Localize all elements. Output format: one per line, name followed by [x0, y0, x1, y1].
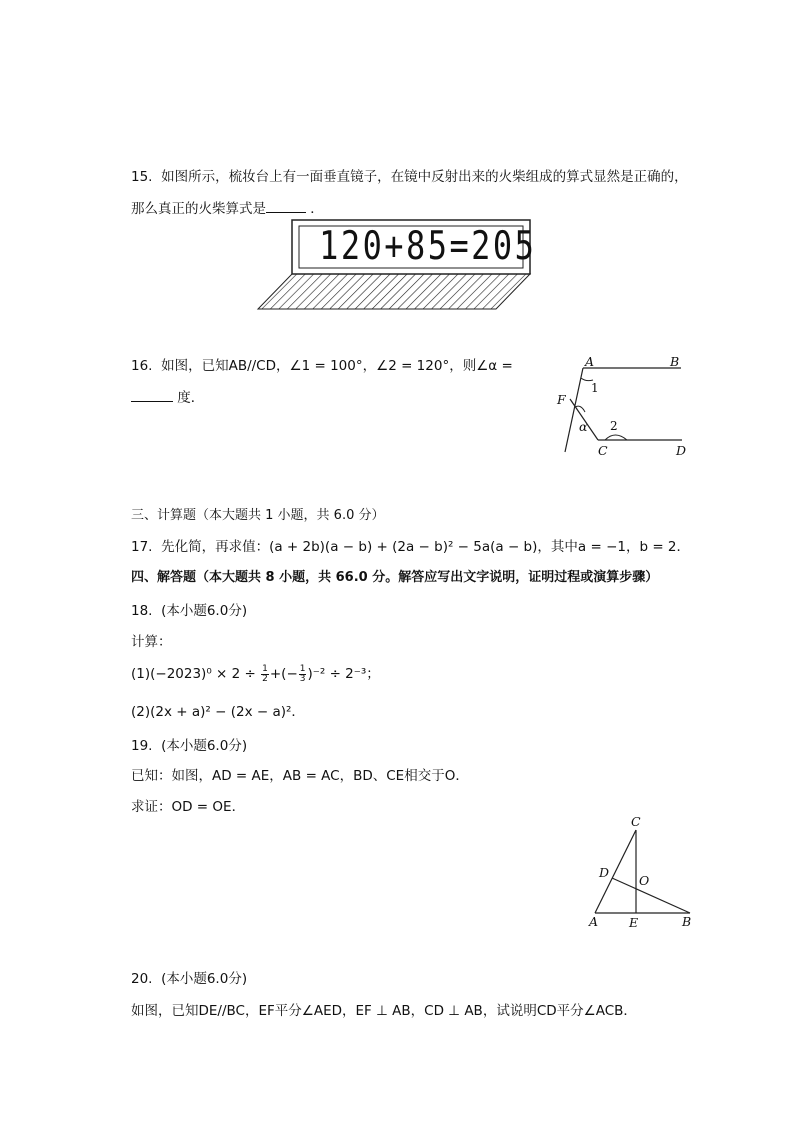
q15-line2: 那么真正的火柴算式是 ．: [131, 201, 324, 217]
q15-number: 15.: [131, 169, 153, 185]
q18-part1: (1)(−2023)⁰ × 2 ÷ $\frac{1}{2}$ +(− $\frac{1}{3}$ )⁻² ÷ 2⁻³；: [131, 663, 380, 684]
q16-figure: [555, 352, 695, 460]
label-o: O: [639, 873, 650, 888]
q18-points: (本小题6.0分): [161, 603, 248, 619]
angle2-arc: [605, 435, 627, 440]
label-angle2: 2: [610, 419, 618, 433]
q18-header: [131, 599, 247, 619]
label-d: D: [676, 443, 687, 458]
q20-header: [131, 967, 247, 987]
label-f: F: [557, 392, 566, 407]
q15-text-line2: 那么真正的火柴算式是: [131, 201, 266, 217]
q16-line2: 度．: [131, 386, 204, 406]
label-c: C: [631, 814, 641, 829]
q18-part2: (2)(2x + a)² − (2x − a)²．: [131, 704, 305, 720]
q15-text-line1: 如图所示，梳妆台上有一面垂直镜子，在镜中反射出来的火柴组成的算式显然是正确的，: [161, 169, 688, 185]
q19-number: 19.: [131, 738, 153, 754]
q16-text: 如图，已知AB//CD，∠1 = 100°，∠2 = 120°，则∠α =: [161, 358, 513, 374]
fraction-half: $\frac{1}{2}$: [262, 663, 268, 684]
q17-number: 17.: [131, 539, 153, 555]
label-b: B: [682, 914, 692, 929]
fraction-third: $\frac{1}{3}$: [299, 663, 306, 684]
label-c: C: [598, 443, 608, 458]
q16-answer-blank: [131, 389, 173, 402]
section3-heading: 三、计算题（本大题共 1 小题，共 6.0 分）: [131, 508, 385, 523]
label-d: D: [599, 865, 610, 880]
label-e: E: [629, 915, 639, 930]
label-angle1: 1: [591, 381, 599, 395]
table-hatch: [258, 274, 530, 309]
q15-answer-blank: [266, 200, 306, 213]
q19-given: 已知：如图，AD = AE，AB = AC，BD、CE相交于O．: [131, 768, 469, 784]
q20-text: 如图，已知DE//BC，EF平分∠AED，EF ⊥ AB，CD ⊥ AB，试说明CD平分∠ACB．: [131, 1003, 637, 1019]
label-alpha: α: [579, 419, 588, 434]
q19-points: (本小题6.0分): [161, 738, 248, 754]
q20-number: 20.: [131, 971, 153, 987]
section4-heading: 四、解答题（本大题共 8 小题，共 66.0 分。解答应写出文字说明，证明过程或演算步骤）: [131, 570, 659, 585]
q17-line: [131, 535, 690, 555]
label-a: A: [589, 914, 599, 929]
q15-line1: [131, 165, 688, 185]
q18-number: 18.: [131, 603, 153, 619]
q17-text: 先化简，再求值：(a + 2b)(a − b) + (2a − b)² − 5a(a − b)，其中a = −1，b = 2．: [161, 539, 691, 555]
mirror-expression: 120+85=205: [319, 224, 537, 269]
label-a: A: [585, 354, 595, 369]
segment-bd: [612, 878, 690, 913]
q19-header: [131, 734, 247, 754]
q20-points: (本小题6.0分): [161, 971, 248, 987]
label-b: B: [670, 354, 680, 369]
q19-figure: [585, 815, 695, 933]
q16-line1: [131, 354, 513, 374]
q18-prompt: 计算：: [131, 634, 172, 650]
q19-prove: 求证：OD = OE．: [131, 799, 246, 815]
line-af: [565, 368, 583, 452]
q16-number: 16.: [131, 358, 153, 374]
